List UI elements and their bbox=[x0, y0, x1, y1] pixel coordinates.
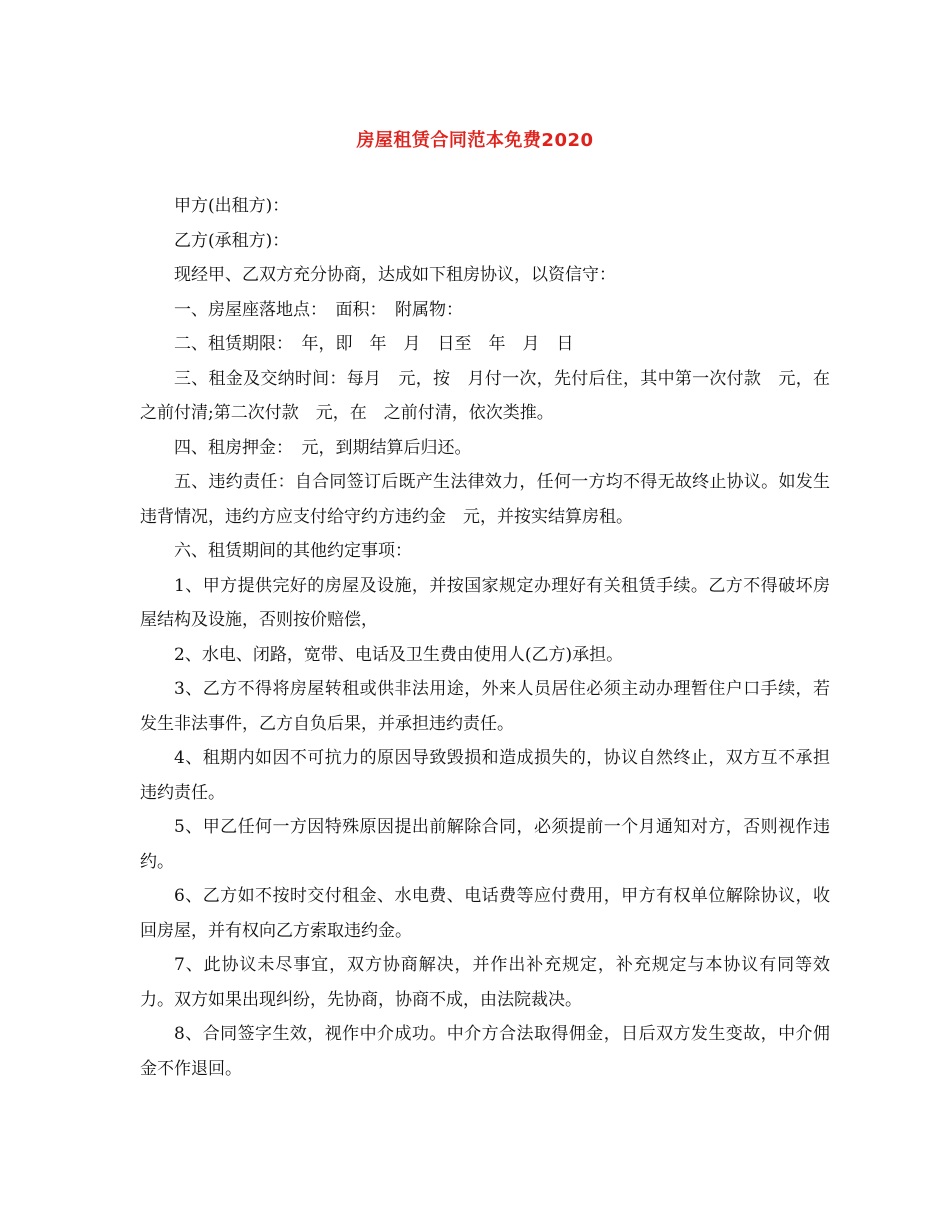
clause-2: 2、水电、闭路，宽带、电话及卫生费由使用人(乙方)承担。 bbox=[174, 644, 624, 665]
paragraph-intro: 现经甲、乙双方充分协商，达成如下租房协议，以资信守： bbox=[174, 265, 616, 285]
clause-8: 8、合同签字生效，视作中介成功。中介方合法取得佣金，日后双方发生变故，中介佣金不作退回。 bbox=[140, 1024, 830, 1079]
paragraph-rent: 三、租金及交纳时间：每月 元，按 月付一次，先付后住，其中第一次付款 元，在 之前付清;第二次付款 元，在 之前付清，依次类推。 bbox=[140, 368, 847, 423]
paragraph-party-a: 甲方(出租方)： bbox=[174, 196, 290, 216]
document-title: 房屋租赁合同范本免费2020 bbox=[356, 130, 594, 151]
clause-7: 7、此协议未尽事宜，双方协商解决，并作出补充规定，补充规定与本协议有同等效力。双方如果出现纠纷，先协商，协商不成，由法院裁决。 bbox=[140, 955, 830, 1010]
paragraph-location: 一、房屋座落地点： 面积： 附属物： bbox=[174, 299, 463, 320]
paragraph-liability: 五、违约责任：自合同签订后既产生法律效力，任何一方均不得无故终止协议。如发生违背情况，违约方应支付给守约方违约金 元，并按实结算房租。 bbox=[140, 472, 830, 527]
clause-6: 6、乙方如不按时交付租金、水电费、电话费等应付费用，甲方有权单位解除协议，收回房屋，并有权向乙方索取违约金。 bbox=[140, 886, 830, 941]
paragraph-party-b: 乙方(承租方)： bbox=[174, 230, 290, 251]
clause-4: 4、租期内如因不可抗力的原因导致毁损和造成损失的，协议自然终止，双方互不承担违约责任。 bbox=[140, 748, 830, 803]
paragraph-term: 二、租赁期限： 年，即 年 月 日至 年 月 日 bbox=[174, 334, 574, 354]
paragraph-deposit: 四、租房押金： 元，到期结算后归还。 bbox=[174, 437, 472, 458]
clause-1: 1、甲方提供完好的房屋及设施，并按国家规定办理好有关租赁手续。乙方不得破坏房屋结构及设施，否则按价赔偿， bbox=[140, 575, 830, 630]
document-body bbox=[140, 189, 847, 1086]
paragraph-other-terms: 六、租赁期间的其他约定事项： bbox=[174, 541, 412, 561]
clause-3: 3、乙方不得将房屋转租或供非法用途，外来人员居住必须主动办理暂住户口手续，若发生非法事件，乙方自负后果，并承担违约责任。 bbox=[140, 679, 830, 734]
clause-5: 5、甲乙任何一方因特殊原因提出前解除合同，必须提前一个月通知对方，否则视作违约。 bbox=[140, 817, 830, 872]
